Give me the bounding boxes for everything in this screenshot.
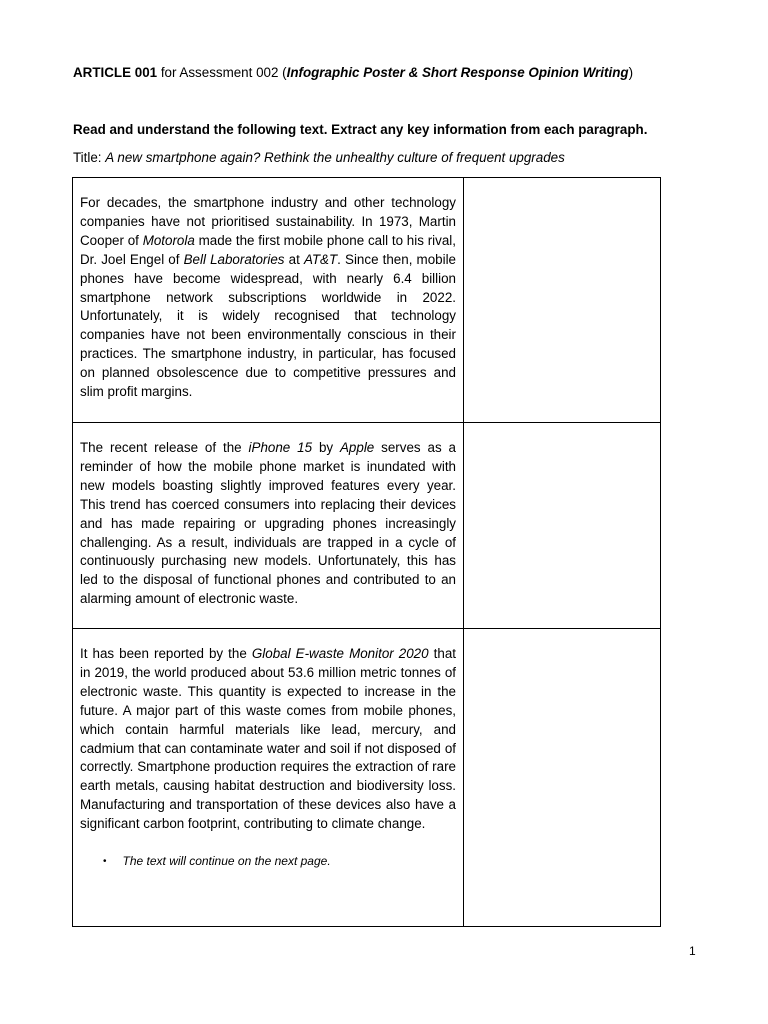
key-info-cell-2[interactable]	[464, 423, 661, 629]
article-label: ARTICLE 001	[73, 65, 158, 80]
paragraph-1-emphasis: Motorola	[142, 232, 195, 248]
assessment-prefix: for Assessment 002 (	[157, 65, 287, 80]
title-label: Title:	[73, 150, 106, 165]
paragraph-2-emphasis: iPhone 15	[248, 440, 313, 455]
paragraph-3-text: It has been reported by the	[80, 646, 252, 661]
paragraph-1-emphasis: Bell Laboratories	[183, 251, 285, 267]
page-number: 1	[689, 944, 696, 958]
paragraph-1-text: . Since then, mobile phones have become widespread, with nearly 6.4 billion smartphone network subscriptions worldwide in 2022. Unfortunately, it is widely recognised that technology companies have not been environmentally conscious in their practices. The smartphone industry, in particular, has focused on planned obsolescence due to competitive pressures and slim profit margins.	[80, 251, 456, 400]
paragraph-cell-3	[73, 629, 464, 927]
paragraph-2-text: serves as a reminder of how the mobile phone market is inundated with new models boasting slightly improved features every year. This trend has coerced consumers into replacing their devices and has made repairing or upgrading phones increasingly challenging. As a result, individuals are trapped in a cycle of continuously purchasing new models. Unfortunately, this has led to the disposal of functional phones and contributed to an alarming amount of electronic waste.	[80, 440, 456, 607]
assessment-suffix: )	[628, 65, 634, 80]
paragraph-cell-1	[73, 178, 464, 423]
bullet-icon: •	[103, 855, 107, 867]
paragraph-3	[80, 645, 456, 834]
paragraph-3-text: that in 2019, the world produced about 53.6 million metric tonnes of electronic waste. This quantity is expected to increase in the future. A major part of this waste comes from mobile phones, which contain harmful materials like lead, mercury, and cadmium that can contaminate water and soil if not disposed of correctly. Smartphone production requires the extraction of rare earth metals, causing habitat destruction and biodiversity loss. Manufacturing and transportation of these devices also have a significant carbon footprint, contributing to climate change.	[80, 646, 456, 832]
paragraph-2-text: The recent release of the	[80, 440, 249, 455]
key-info-cell-1[interactable]	[464, 178, 661, 423]
paragraph-3-emphasis: Global E-waste Monitor 2020	[251, 646, 429, 661]
paragraph-1-emphasis: AT&T	[303, 251, 338, 267]
paragraph-1-text: For decades, the smartphone industry and other technology companies have not prioritised sustainability. In 1973, Martin Cooper of	[80, 195, 456, 248]
paragraph-1	[80, 194, 456, 402]
paragraph-1-text: at	[284, 251, 304, 267]
instruction-text: Read and understand the following text. Extract any key information from each paragraph.	[73, 122, 648, 137]
paragraph-2-text: by	[312, 440, 340, 455]
article-table	[72, 177, 661, 927]
paragraph-cell-2	[73, 423, 464, 629]
continue-note-text: The text will continue on the next page.	[122, 854, 331, 869]
continue-note	[103, 854, 463, 868]
paragraph-2	[80, 439, 456, 609]
paragraph-2-emphasis: Apple	[340, 440, 375, 455]
table-row	[73, 423, 661, 629]
article-title	[73, 150, 565, 165]
table-row	[73, 629, 661, 927]
paragraph-1-text: made the first mobile phone call to his rival, Dr. Joel Engel of	[80, 232, 456, 267]
assessment-title: Infographic Poster & Short Response Opinion Writing	[286, 65, 629, 80]
title-text: A new smartphone again? Rethink the unhealthy culture of frequent upgrades	[105, 150, 565, 165]
table-row	[73, 178, 661, 423]
key-info-cell-3[interactable]	[464, 629, 661, 927]
article-heading	[73, 65, 633, 80]
